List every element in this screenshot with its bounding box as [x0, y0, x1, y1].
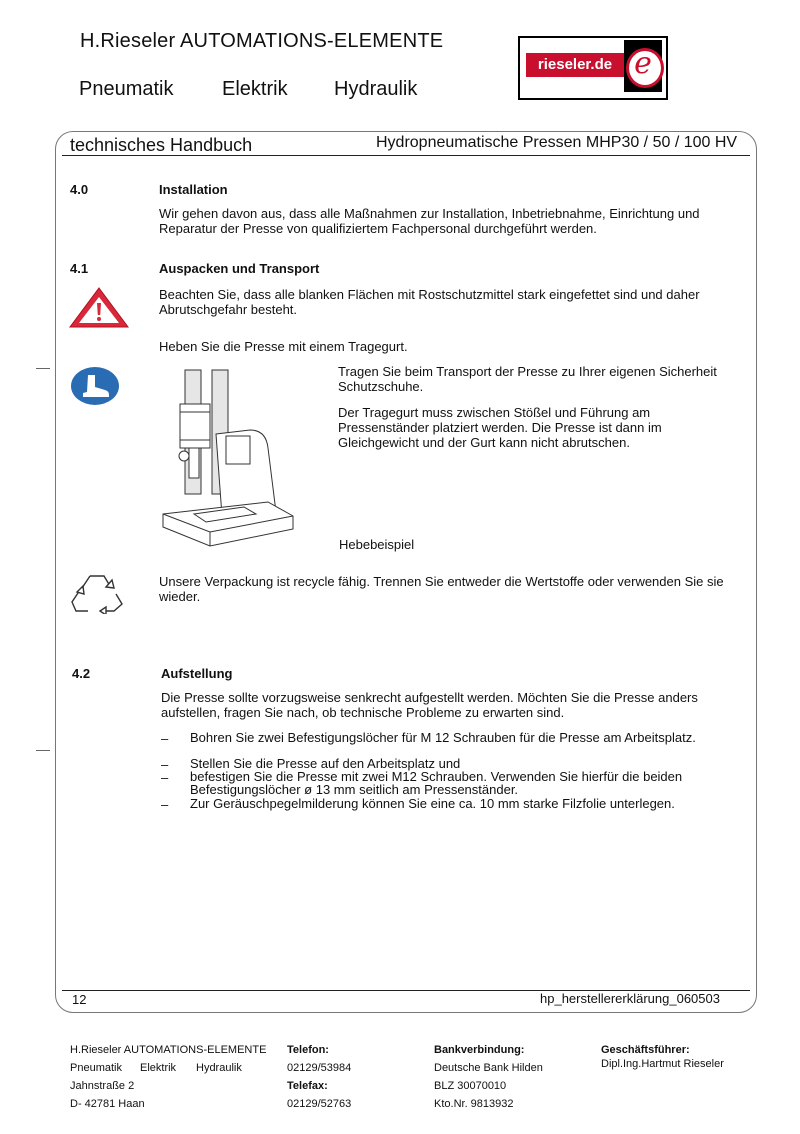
press-lifting-illustration [158, 364, 318, 559]
recycling-text: Unsere Verpackung ist recycle fähig. Trennen Sie entweder die Wertstoffe oder verwenden Sie sie wieder. [159, 574, 724, 604]
header-rule [62, 155, 750, 156]
setup-intro: Die Presse sollte vorzugsweise senkrecht aufgestellt werden. Möchten Sie die Presse anders aufstellen, fragen Sie nach, ob technische Probleme zu erwarten sind. [161, 690, 698, 720]
list-item: Stellen Sie die Presse auf den Arbeitsplatz und [190, 756, 461, 771]
imprint-category: Pneumatik [70, 1062, 122, 1074]
installation-text: Wir gehen davon aus, dass alle Maßnahmen zur Installation, Inbetriebnahme, Einrichtung und Reparatur der Presse von qualifiziertem Fachpersonal durchgeführt werden. [159, 206, 700, 236]
manual-title: technisches Handbuch [70, 135, 253, 155]
imprint-contact-block [287, 1041, 351, 1113]
document-reference: hp_herstellererklärung_060503 [540, 991, 720, 1006]
section-title: Installation [159, 182, 228, 197]
phone-label: Telefon: [287, 1044, 329, 1056]
logo-emblem [624, 40, 662, 92]
imprint-bank-block [434, 1041, 543, 1113]
section-number: 4.2 [72, 666, 91, 681]
ceo-label: Geschäftsführer: [601, 1044, 690, 1056]
image-caption: Hebebeispiel [339, 537, 415, 552]
safety-shoes-text: Tragen Sie beim Transport der Presse zu Ihrer eigenen Sicherheit Schutzschuhe. [338, 364, 717, 394]
imprint-category: Elektrik [140, 1062, 177, 1074]
category-elektrik: Elektrik [222, 78, 288, 100]
warning-text: Beachten Sie, dass alle blanken Flächen mit Rostschutzmittel stark eingefettet sind und daher Abrutschgefahr besteht. [159, 287, 700, 317]
category-pneumatik: Pneumatik [79, 78, 174, 100]
section-title: Aufstellung [161, 666, 233, 681]
imprint-street: Jahnstraße 2 [70, 1080, 135, 1092]
account-number: Kto.Nr. 9813932 [434, 1098, 514, 1110]
bank-code: BLZ 30070010 [434, 1080, 507, 1092]
section-number: 4.0 [70, 182, 89, 197]
list-dash: – [161, 797, 169, 812]
logo-wordmark: rieseler.de [526, 53, 624, 77]
imprint-company: H.Rieseler AUTOMATIONS-ELEMENTE [70, 1044, 267, 1056]
lift-text: Heben Sie die Presse mit einem Tragegurt. [159, 339, 408, 354]
section-number: 4.1 [70, 261, 89, 276]
recycle-icon [68, 570, 126, 614]
phone-number: 02129/53984 [287, 1062, 352, 1074]
bank-label: Bankverbindung: [434, 1044, 525, 1056]
margin-mark [36, 750, 50, 751]
imprint-city: D- 42781 Haan [70, 1098, 145, 1110]
list-dash: – [161, 770, 169, 785]
warning-icon [68, 286, 130, 330]
product-title: Hydropneumatische Pressen MHP30 / 50 / 100 HV [376, 134, 738, 151]
list-item: Bohren Sie zwei Befestigungslöcher für M 12 Schrauben für die Presse am Arbeitsplatz. [190, 730, 696, 745]
company-logo [518, 36, 668, 100]
imprint-category: Hydraulik [196, 1062, 242, 1074]
ceo-name: Dipl.Ing.Hartmut Rieseler [601, 1058, 724, 1070]
imprint-company-block [70, 1041, 266, 1113]
category-hydraulik: Hydraulik [334, 78, 418, 100]
list-dash: – [161, 757, 169, 772]
list-item: befestigen Sie die Presse mit zwei M12 Schrauben. Verwenden Sie hierfür die beiden Befestigungslöcher ø 13 mm seitlich am Pressenständer. [190, 769, 683, 797]
list-dash: – [161, 731, 169, 746]
bank-name: Deutsche Bank Hilden [434, 1062, 543, 1074]
fax-number: 02129/52763 [287, 1098, 352, 1110]
logo-letter: e [634, 46, 652, 81]
fax-label: Telefax: [287, 1080, 328, 1092]
safety-shoes-icon [70, 366, 120, 406]
list-item: Zur Geräuschpegelmilderung können Sie eine ca. 10 mm starke Filzfolie unterlegen. [190, 796, 675, 811]
section-title: Auspacken und Transport [159, 261, 320, 276]
page-number: 12 [72, 992, 87, 1007]
margin-mark [36, 368, 50, 369]
imprint-ceo-block [601, 1041, 724, 1073]
company-name: H.Rieseler AUTOMATIONS-ELEMENTE [80, 30, 444, 52]
belt-text: Der Tragegurt muss zwischen Stößel und Führung am Pressenständer platziert werden. Die Presse ist dann im Gleichgewicht und der Gurt kann nicht abrutschen. [338, 405, 662, 450]
